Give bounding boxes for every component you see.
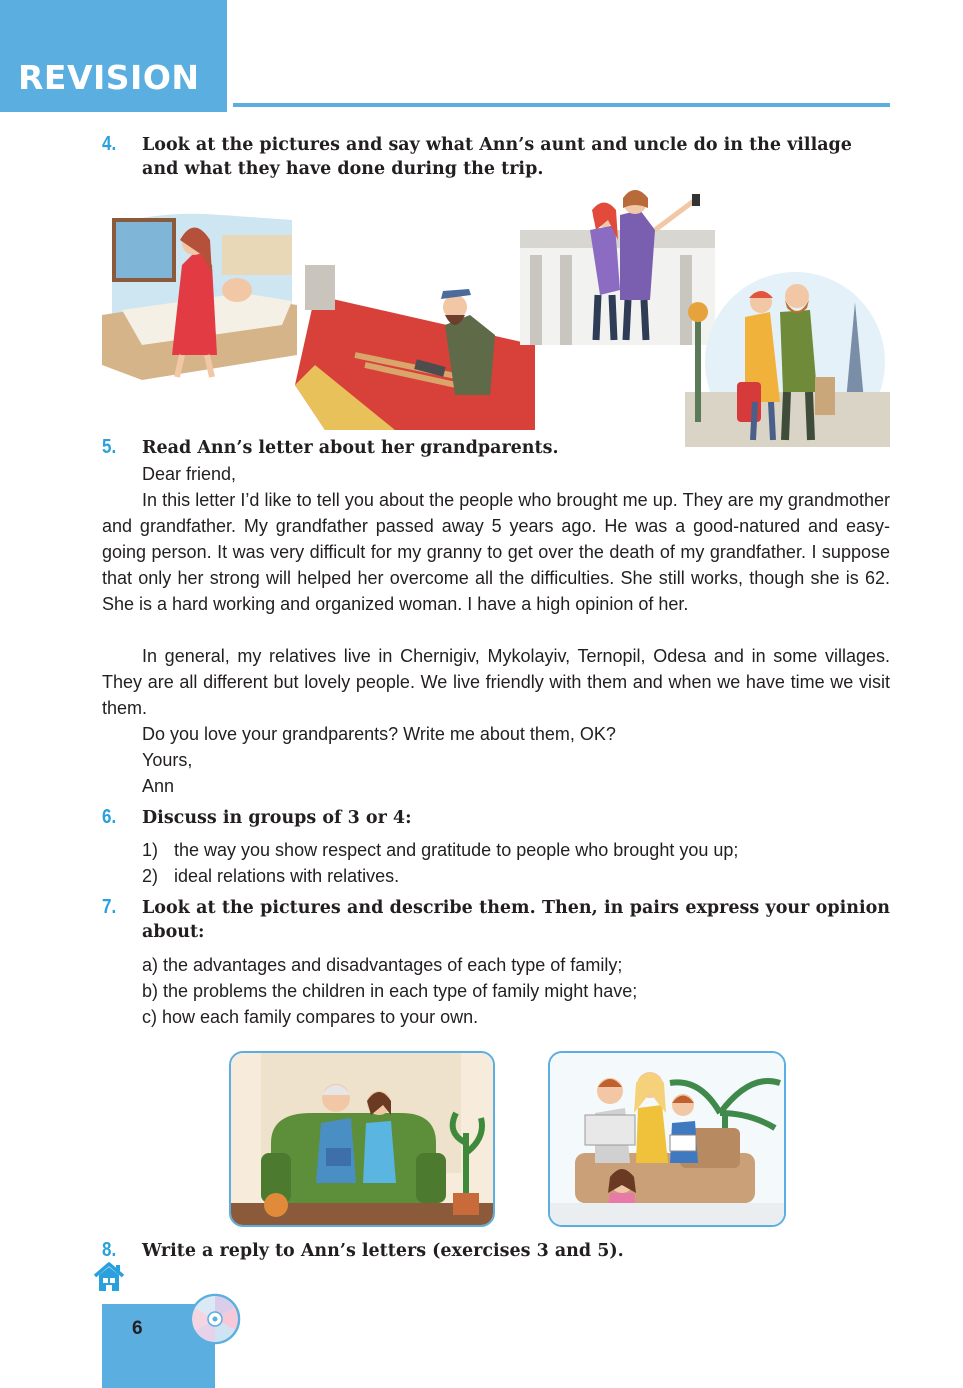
illustration-uncle-repairing-roof bbox=[295, 255, 535, 430]
list-item: a) the advantages and disadvantages of each type of family; bbox=[142, 955, 623, 975]
list-item: the way you show respect and gratitude to people who brought you up; bbox=[174, 840, 739, 860]
exercise-8-number: 8. bbox=[102, 1239, 117, 1261]
exercise-4-title: Look at the pictures and say what Ann’s aunt and uncle do in the village and what they have done during the trip. bbox=[142, 135, 852, 179]
home-icon bbox=[92, 1261, 126, 1293]
illustration-aunt-with-child bbox=[102, 205, 297, 380]
exercise-5-number: 5. bbox=[102, 436, 117, 458]
exercise-4-number: 4. bbox=[102, 133, 117, 155]
list-item: ideal relations with relatives. bbox=[174, 866, 400, 886]
letter-greeting: Dear friend, bbox=[142, 464, 237, 484]
exercise-6-number: 6. bbox=[102, 806, 117, 828]
exercise-6-title: Discuss in groups of 3 or 4: bbox=[142, 808, 412, 828]
letter-closing: Yours, bbox=[142, 750, 193, 770]
exercise-7-title: Look at the pictures and describe them. Then, in pairs express your opinion about: bbox=[142, 898, 890, 942]
exercise-8-title: Write a reply to Ann’s letters (exercises 3 and 5). bbox=[142, 1241, 624, 1261]
list-item: c) how each family compares to your own. bbox=[142, 1007, 479, 1027]
cd-disc-icon bbox=[188, 1292, 242, 1346]
exercise-7-number: 7. bbox=[102, 896, 117, 918]
letter-question: Do you love your grandparents? Write me about them, OK? bbox=[142, 724, 616, 744]
letter-paragraph-1: In this letter I’d like to tell you about the people who brought me up. They are my grandmother and grandfather. My grandfather passed away 5 years ago. He was a good-natured and easy-going person. It was very difficult for my granny to get over the death of my grandfather. I suppose that only her strong will helped her overcome all the difficulties. She still works, though she is 62. She is a hard working and organized woman. I have a high opinion of her. bbox=[102, 490, 890, 614]
letter-signature: Ann bbox=[142, 776, 175, 796]
illustration-family-reading bbox=[548, 1051, 786, 1227]
list-item: b) the problems the children in each type of family might have; bbox=[142, 981, 638, 1001]
letter-paragraph-2: In general, my relatives live in Chernigiv, Mykolayiv, Ternopil, Odesa and in some villages. They are all different but lovely people. We live friendly with them and when we have time we visit them. bbox=[102, 646, 890, 718]
illustration-grandmother-and-granddaughter bbox=[229, 1051, 495, 1227]
list-item-marker: 2) bbox=[142, 866, 159, 886]
list-item-marker: 1) bbox=[142, 840, 159, 860]
page-number: 6 bbox=[132, 1318, 143, 1339]
exercise-5-title: Read Ann’s letter about her grandparents. bbox=[142, 438, 559, 458]
illustration-couple-in-paris bbox=[685, 272, 890, 447]
header-rule bbox=[233, 103, 890, 107]
section-title: REVISION bbox=[18, 58, 200, 97]
